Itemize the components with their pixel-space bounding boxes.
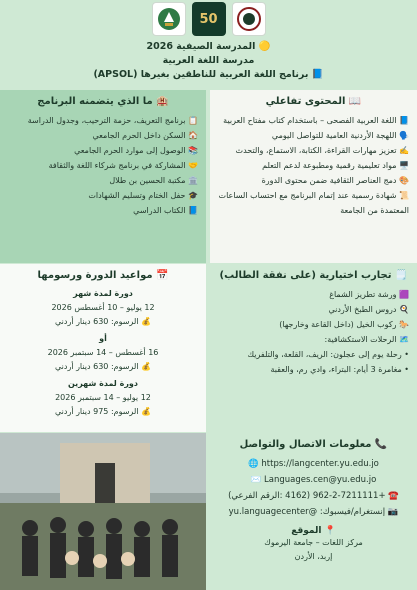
interactive-content-heading: 📖 المحتوى تفاعلي (265, 96, 362, 107)
program-title: 📘 برنامج اللغة العربية للناطقين بغيرها (APSOL) (93, 69, 324, 80)
social-handle[interactable]: 📷 إنستغرام/فيسبوك: @yu.languagecenter (228, 507, 399, 517)
list-item: 🟪 ورشة تطريز الشماغ (329, 290, 409, 299)
header-titles (0, 40, 417, 82)
dates-fees-heading: 📅 مواعيد الدورة ورسومها (37, 270, 169, 281)
list-item: 📚 الوصول إلى موارد الحرم الجامعي (74, 146, 198, 155)
session2-dates: 16 أغسطس – 14 سبتمبر 2026 (47, 348, 159, 357)
logo-bar (0, 2, 417, 38)
school-title: مدرسة اللغة العربية (162, 55, 255, 66)
list-item: ✍️ تعزيز مهارات القراءة، الكتابة، الاستماع، والتحدث (235, 146, 409, 155)
location-block (218, 526, 409, 564)
location-heading: 📍 الموقع (291, 526, 336, 536)
two-months-label: دورة لمدة شهرين (67, 379, 138, 388)
website-link[interactable]: 🌐 https://langcenter.yu.edu.jo (248, 459, 379, 469)
location-line2: إربد، الأردن (294, 552, 333, 561)
list-item: 🏠 السكن داخل الحرم الجامعي (92, 131, 198, 140)
contact-section (210, 433, 417, 590)
session1-dates: 12 يوليو – 10 أغسطس 2026 (51, 303, 155, 312)
list-item: 📘 اللغة العربية الفصحى – باستخدام كتاب مفتاح العربية (223, 116, 409, 125)
optional-experiences-heading: 🗒️ تجارب اختيارية (على نفقة الطالب) (219, 270, 408, 281)
list-item: • رحلة يوم إلى عجلون: الريف، القلعة، والتلفريك (247, 350, 409, 359)
anniversary-logo: 50 (192, 2, 226, 36)
phone-number[interactable]: ☎️ +962-2-7211111 (4162 :الرقم الفرعي) (228, 491, 399, 501)
list-item: 📜 شهادة رسمية عند إتمام البرنامج مع احتساب الساعات المعتمدة من الجامعة (218, 191, 409, 215)
or-label: أو (99, 334, 107, 343)
program-includes-heading: 🏨 ما الذي يتضمنه البرنامج (37, 96, 169, 107)
list-item: 🗣️ اللهجة الأردنية العامية للتواصل اليومي (271, 131, 409, 140)
university-logo (152, 2, 186, 36)
optional-experiences-section (210, 264, 417, 432)
group-photo (0, 433, 206, 590)
session3-fee: 💰 الرسوم: 975 دينار أردني (54, 407, 152, 416)
list-item: 📘 الكتاب الدراسي (133, 206, 198, 215)
session3-dates: 12 يوليو – 14 سبتمبر 2026 (55, 393, 151, 402)
interactive-content-section (210, 90, 417, 263)
email-link[interactable]: ✉️ Languages.cen@yu.edu.jo (250, 475, 377, 485)
session1-fee: 💰 الرسوم: 630 دينار أردني (54, 317, 152, 326)
list-item: • مغامرة 3 أيام: البتراء، وادي رم، والعقبة (270, 365, 409, 374)
dates-fees-section (0, 264, 206, 432)
center-logo (232, 2, 266, 36)
location-line1: مركز اللغات – جامعة اليرموك (264, 538, 363, 547)
one-month-label: دورة لمدة شهر (73, 289, 133, 298)
list-item: 🏛️ مكتبة الحسين بن طلال (109, 176, 198, 185)
list-item: 🎨 دمج العناصر الثقافية ضمن محتوى الدورة (261, 176, 409, 185)
list-item: 🖥️ مواد تعليمية رقمية ومطبوعة لدعم التعلم (262, 161, 409, 170)
list-item: 🤝 المشاركة في برنامج شركاء اللغة والثقافة (48, 161, 198, 170)
list-item: 🗺️ الرحلات الاستكشافية: (324, 335, 409, 344)
contact-heading: 📞 معلومات الاتصال والتواصل (239, 439, 388, 450)
session2-fee: 💰 الرسوم: 630 دينار أردني (54, 362, 152, 371)
list-item: 🐎 ركوب الخيل (داخل القاعة وخارجها) (279, 320, 409, 329)
list-item: 🍳 دروس الطبخ الأردني (328, 305, 409, 314)
list-item: 🎓 حفل الختام وتسليم الشهادات (88, 191, 198, 200)
list-item: 📋 برنامج التعريف، حزمة الترحيب، وجدول الدراسة (27, 116, 198, 125)
program-includes-section (0, 90, 206, 263)
summer-school-title: 🟡 المدرسة الصيفية 2026 (146, 41, 271, 52)
